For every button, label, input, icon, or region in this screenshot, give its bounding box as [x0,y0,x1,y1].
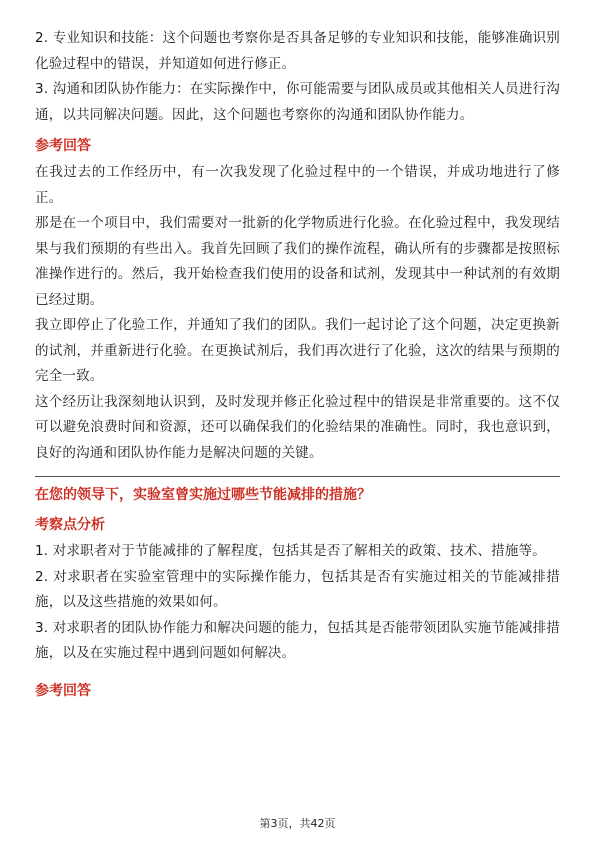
list-item: 2. 对求职者在实验室管理中的实际操作能力，包括其是否有实施过相关的节能减排措施，以及这些措施的效果如何。 [35,568,560,610]
answer-heading: 参考回答 [35,138,91,154]
answer-paragraph: 在我过去的工作经历中，有一次我发现了化验过程中的一个错误，并成功地进行了修正。 [35,164,560,206]
answer-paragraph: 我立即停止了化验工作，并通知了我们的团队。我们一起讨论了这个问题，决定更换新的试剂，并重新进行化验。在更换试剂后，我们再次进行了化验，这次的结果与预期的完全一致。 [35,317,560,384]
answer-heading: 参考回答 [35,682,91,699]
list-item: 2. 专业知识和技能：这个问题也考察你是否具备足够的专业知识和技能，能够准确识别化验过程中的错误，并知道如何进行修正。 [35,30,560,72]
document-page [35,26,560,705]
question-title: 在您的领导下，实验室曾实施过哪些节能减排的措施？ [35,487,371,503]
list-item: 3. 沟通和团队协作能力：在实际操作中，你可能需要与团队成员或其他相关人员进行沟通，以共同解决问题。因此，这个问题也考察你的沟通和团队协作能力。 [35,81,560,123]
analysis-heading: 考察点分析 [35,517,105,533]
answer-paragraph: 这个经历让我深刻地认识到，及时发现并修正化验过程中的错误是非常重要的。这不仅可以避免浪费时间和资源，还可以确保我们的化验结果的准确性。同时，我也意识到，良好的沟通和团队协作能力是解决问题的关键。 [35,393,560,461]
list-item: 3. 对求职者的团队协作能力和解决问题的能力，包括其是否能带领团队实施节能减排措施，以及在实施过程中遇到问题如何解决。 [35,619,560,661]
section-divider [35,476,560,477]
page-number: 第3页，共42页 [259,817,336,830]
list-item: 1. 对求职者对于节能减排的了解程度，包括其是否了解相关的政策、技术、措施等。 [35,543,546,559]
answer-paragraph: 那是在一个项目中，我们需要对一批新的化学物质进行化验。在化验过程中，我发现结果与我们预期的有些出入。我首先回顾了我们的操作流程，确认所有的步骤都是按照标准操作进行的。然后，我开始检查我们使用的设备和试剂，发现其中一种试剂的有效期已经过期。 [35,215,560,308]
